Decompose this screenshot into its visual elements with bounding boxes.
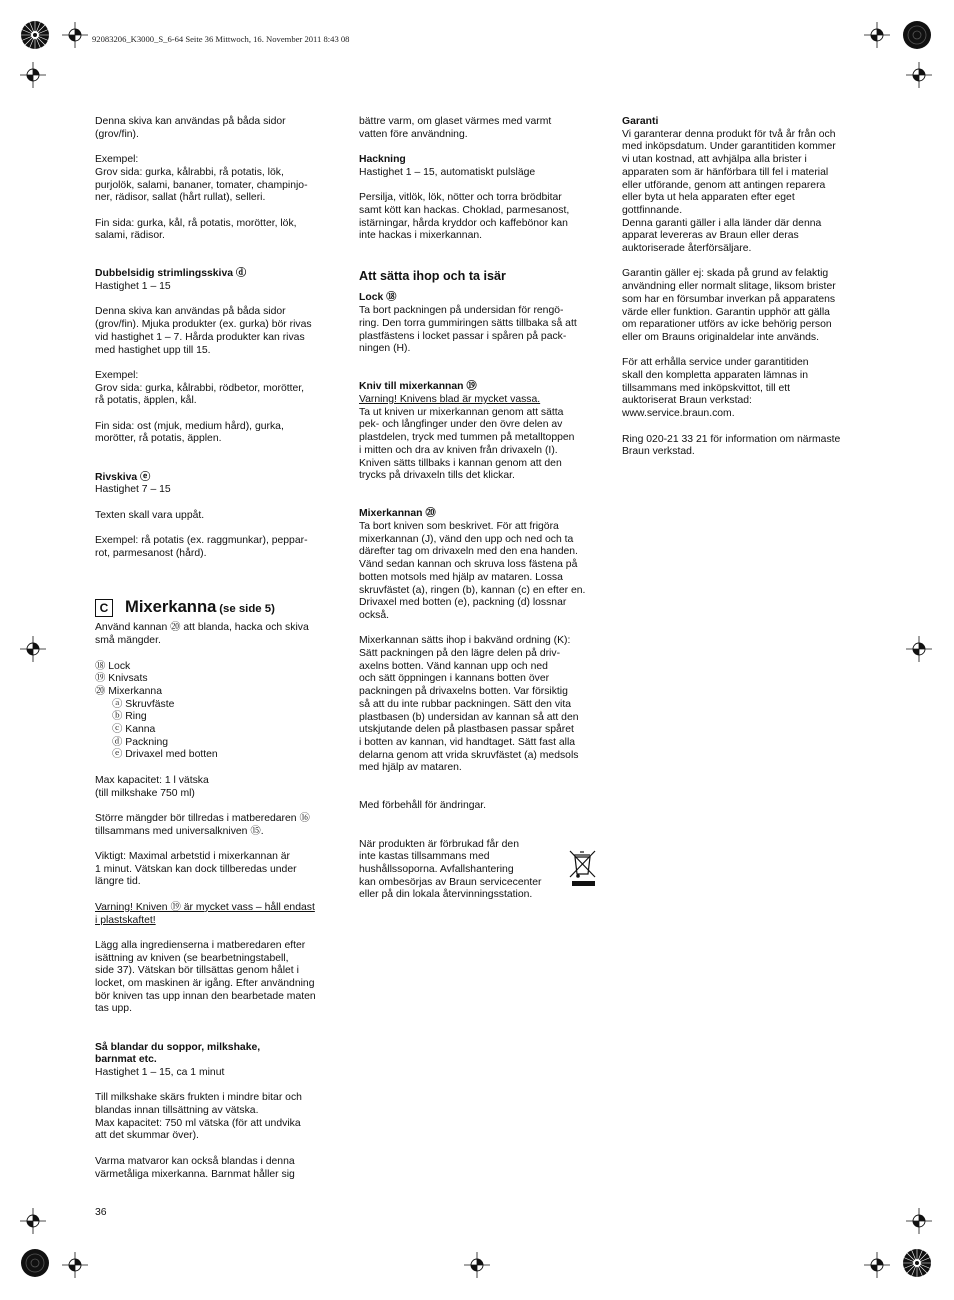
paragraph: Mixerkannan sätts ihop i bakvänd ordning (K): Sätt packningen på den lägre delen på driv- axelns botten. Vänd kannan upp och ned och sätt öppningen i kannans botten över packningen på drivaxelns botten. Var försiktig så att du inte rubbar packningen. Sätt den vita plastbasen (b) undersidan av kannan så att den utskjutande delen på plastbasen passar spåret i botten av kannan, vid handtaget. Sätt fast alla delarna genom att vrida skruvfästet (a) medsols med hjälp av mataren. xyxy=(359,635,579,774)
paragraph: Ring 020-21 33 21 för information om närmaste Braun verkstad. xyxy=(622,433,841,458)
subheading: Hackning xyxy=(359,154,406,166)
paragraph: Använd kannan ⑳ att blanda, hacka och skiva små mängder. xyxy=(95,622,309,647)
paragraph: Fin sida: gurka, kål, rå potatis, morötter, lök, salami, rädisor. xyxy=(95,217,297,242)
subheading: Dubbelsidig strimlingsskiva ⓓ xyxy=(95,268,247,280)
disposal-notice: När produkten är förbrukad får den inte kastas tillsammans med hushållssoporna. Avfallshantering kan ombesörjas av Braun servicecenter eller på din lokala återvinningsstation. xyxy=(359,838,542,901)
registration-mark-icon xyxy=(906,62,932,88)
column-middle xyxy=(359,116,599,902)
paragraph: Viktigt: Maximal arbetstid i mixerkannan är 1 minut. Vätskan kan dock tillberedas under längre tid. xyxy=(95,851,297,888)
paragraph: Till milkshake skärs frukten i mindre bitar och blandas innan tillsättning av vätska. Max kapacitet: 750 ml vätska (för att undvika att det skummar över). xyxy=(95,1092,302,1142)
paragraph: Lägg alla ingredienserna i matberedaren efter isättning av kniven (se bearbetningstabell, side 37). Vätskan bör tillsättas genom hålet i locket, om maskinen är igång. Efter användning bör kniven tas upp innan den bearbetade maten tas upp. xyxy=(95,939,316,1015)
registration-mark-icon xyxy=(906,1208,932,1234)
subheading: Så blandar du soppor, milkshake, barnmat etc. xyxy=(95,1041,261,1066)
paragraph: Denna skiva kan användas på båda sidor (grov/fin). Mjuka produkter (ex. gurka) bör rivas vid hastighet 1 – 7. Hårda produkter kan rivas med hastighet upp till 15. xyxy=(95,306,312,356)
registration-mark-icon xyxy=(464,1252,490,1278)
paragraph: Max kapacitet: 1 l vätska (till milkshake 750 ml) xyxy=(95,774,209,799)
parts-list-item: ⑳ Mixerkanna xyxy=(95,685,162,697)
paragraph: Större mängder bör tillredas i matberedaren ⑯ tillsammans med universalkniven ⑮. xyxy=(95,812,310,837)
page-number: 36 xyxy=(95,1207,107,1218)
registration-mark-icon xyxy=(62,1252,88,1278)
paragraph: Ta ut kniven ur mixerkannan genom att sätta pek- och långfinger under den övre delen av plastdelen, tryck med tummen på metalltoppen i mitten och dra av kniven från drivaxeln (I). Kniven sätts tillbaks i kannan genom att den trycks på drivaxeln tills det klickar. xyxy=(359,406,575,482)
section-subtitle: (se side 5) xyxy=(219,602,275,615)
registration-mark-icon xyxy=(864,1252,890,1278)
paragraph: Ta bort kniven som beskrivet. För att frigöra mixerkannan (J), vänd den upp och ned och ta därefter tag om drivaxeln med den ena handen. Vänd sedan kannan och skruva loss fästena på botten motsols med hjälp av mataren. Lossa skruvfästet (a), ringen (b), kannan (c) en efter en. Drivaxel med botten (e), packning (d) lossnar också. xyxy=(359,521,586,621)
parts-list-subitem: ⓐ Skruvfäste xyxy=(112,698,175,710)
warning-text: Varning! Kniven ⑲ är mycket vass – håll endast i plastskaftet! xyxy=(95,901,315,926)
subheading: Mixerkannan ⑳ xyxy=(359,508,436,520)
section-heading xyxy=(95,598,335,618)
paragraph: Persilja, vitlök, lök, nötter och torra brödbitar samt kött kan hackas. Choklad, parmesanost, istärningar, hårda kryddor och kaffebönor kan inte hackas i mixerkannan. xyxy=(359,192,570,242)
paragraph: Denna skiva kan användas på båda sidor (grov/fin). xyxy=(95,116,286,140)
registration-mark-icon xyxy=(20,1208,46,1234)
paragraph: Hastighet 1 – 15, automatiskt pulsläge xyxy=(359,166,536,178)
print-slug: 92083206_K3000_S_6-64 Seite 36 Mittwoch, 16. November 2011 8:43 08 xyxy=(92,34,350,44)
parts-list-subitem: ⓒ Kanna xyxy=(112,724,156,736)
registration-mark-icon xyxy=(62,22,88,48)
parts-list-item: ⑱ Lock xyxy=(95,660,131,672)
warning-text: Varning! Knivens blad är mycket vassa. xyxy=(359,394,541,405)
registration-mark-icon xyxy=(20,62,46,88)
crossed-out-wheelie-bin-icon xyxy=(568,849,598,887)
subheading: Garanti xyxy=(622,116,659,127)
paragraph: Varma matvaror kan också blandas i denna värmetåliga mixerkanna. Barnmat håller sig xyxy=(95,1155,295,1180)
paragraph: Texten skall vara uppåt. xyxy=(95,509,205,521)
color-wheel-icon xyxy=(902,20,932,50)
paragraph: Fin sida: ost (mjuk, medium hård), gurka, morötter, rå potatis, äpplen. xyxy=(95,420,284,445)
parts-list-item: ⑲ Knivsats xyxy=(95,673,148,685)
column-left xyxy=(95,116,335,1181)
registration-mark-icon xyxy=(20,636,46,662)
color-wheel-icon xyxy=(20,20,50,50)
section-title: Mixerkanna xyxy=(125,596,217,616)
parts-list-subitem: ⓔ Drivaxel med botten xyxy=(112,749,218,761)
color-wheel-icon xyxy=(20,1248,50,1278)
paragraph: Ta bort packningen på undersidan för rengö- ring. Den torra gummiringen sätts tillbaka så att plastfästens i locket passar i spåren på pack- ningen (H). xyxy=(359,305,577,355)
paragraph: Exempel: rå potatis (ex. raggmunkar), peppar- rot, parmesanost (hård). xyxy=(95,535,308,559)
parts-list-subitem: ⓑ Ring xyxy=(112,711,147,723)
paragraph: Exempel: Grov sida: gurka, kålrabbi, rödbetor, morötter, rå potatis, äpplen, kål. xyxy=(95,369,305,407)
paragraph: Vi garanterar denna produkt för två år från och med inköpsdatum. Under garantitiden kommer vi utan kostnad, att avhjälpa alla brister i apparaten som är hänförbara till fel i material eller utförande, genom att antingen reparera eller byta ut hela apparaten efter eget gottfinnande. Denna garanti gäller i alla länder där denna apparat levereras av Braun eller deras auktoriserade återförsäljare. xyxy=(622,128,836,255)
subheading: Lock ⑱ xyxy=(359,292,397,304)
color-wheel-icon xyxy=(902,1248,932,1278)
subheading: Kniv till mixerkannan ⑲ xyxy=(359,381,477,393)
paragraph: Garantin gäller ej: skada på grund av felaktig användning eller normalt slitage, liksom brister som har en försumbar inverkan på apparatens värde eller funktion. Garantin upphör att gälla om reparationer utförs av icke behörig person eller om Brauns originaldelar inte används. xyxy=(622,268,836,343)
section-heading: Att sätta ihop och ta isär xyxy=(359,269,506,284)
parts-list-subitem: ⓓ Packning xyxy=(112,736,169,748)
registration-mark-icon xyxy=(906,636,932,662)
column-right xyxy=(622,116,860,459)
section-letter-box: C xyxy=(95,599,113,617)
subheading: Rivskiva ⓔ xyxy=(95,471,151,483)
paragraph: Hastighet 7 – 15 xyxy=(95,484,171,496)
paragraph: Hastighet 1 – 15 xyxy=(95,281,171,293)
paragraph: Hastighet 1 – 15, ca 1 minut xyxy=(95,1066,225,1078)
paragraph: Med förbehåll för ändringar. xyxy=(359,800,487,812)
paragraph: Exempel: Grov sida: gurka, kålrabbi, rå potatis, lök, purjolök, salami, bananer, tomater, champinjo- ner, rädisor, sallat (hårt rullat), selleri. xyxy=(95,154,308,204)
paragraph: För att erhålla service under garantitiden skall den kompletta apparaten lämnas in tillsammans med inköpskvittot, till ett auktoriserat Braun verkstad: www.service.braun.com. xyxy=(622,357,809,420)
registration-mark-icon xyxy=(864,22,890,48)
paragraph: bättre varm, om glaset värmes med varmt vatten före användning. xyxy=(359,116,552,140)
